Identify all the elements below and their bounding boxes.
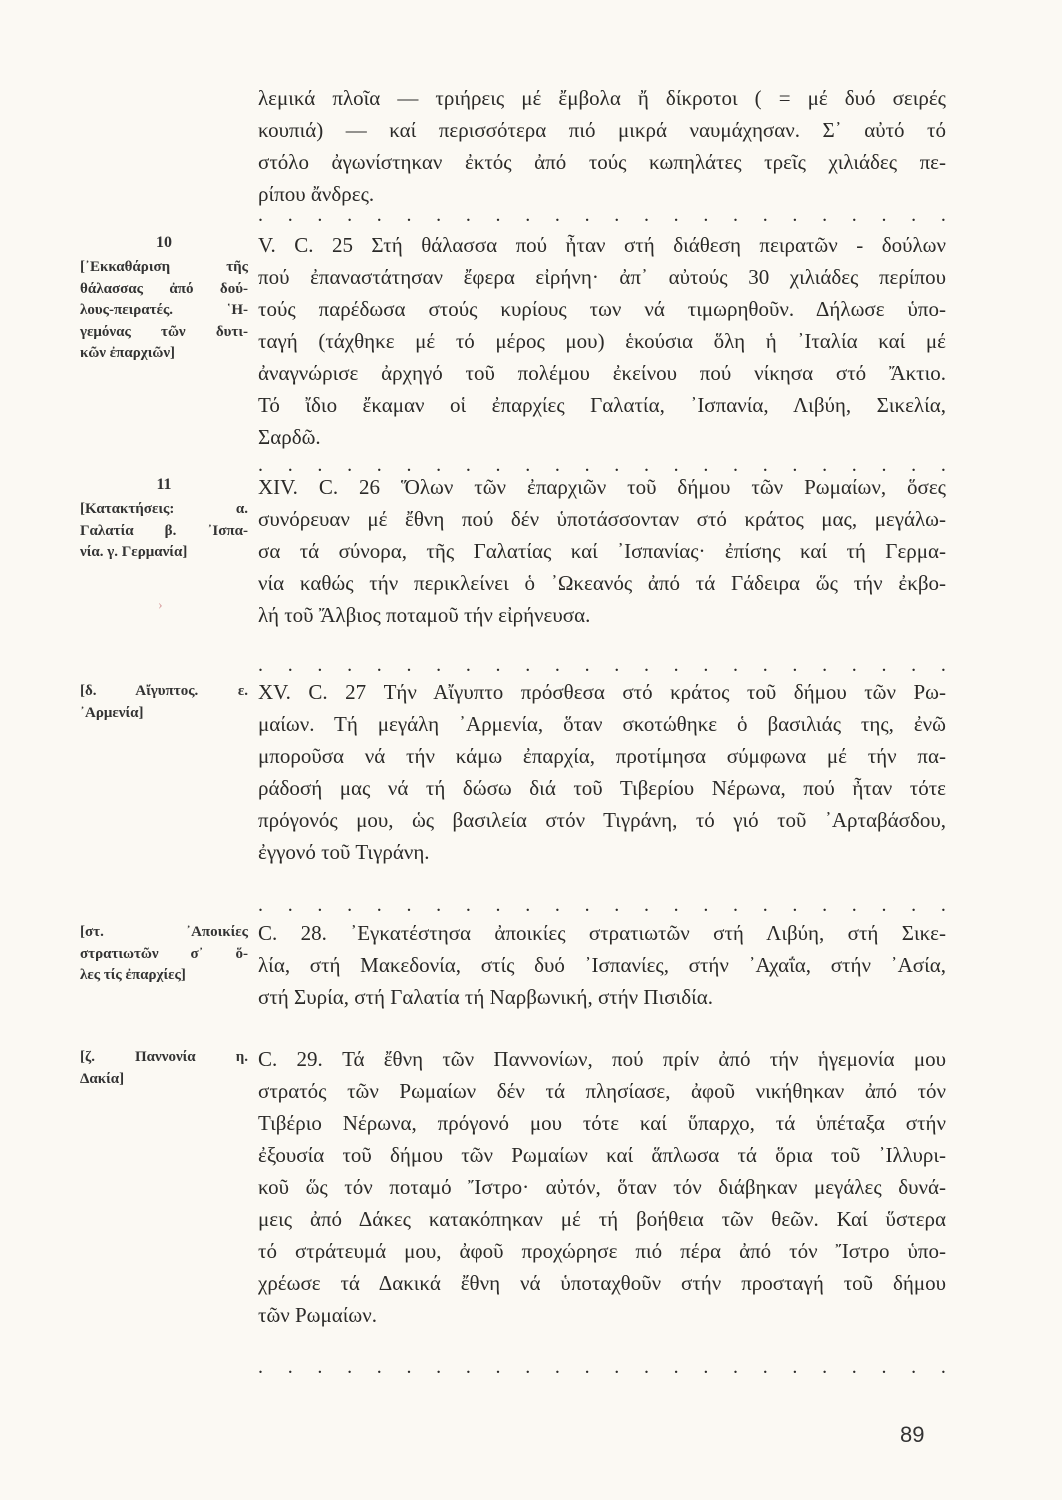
dot: . [822,1356,828,1378]
dot: . [911,454,917,476]
dot: . [406,454,412,476]
sidenote-line: Γαλατία β. ᾽Ισπα- [80,522,248,539]
sidenote-line: Δακία] [80,1070,125,1087]
dot: . [911,654,917,676]
dot: . [673,894,679,916]
dot: . [792,454,798,476]
dot: . [406,1356,412,1378]
text-line: ἐγγονό τοῦ Τιγράνη. [258,840,430,864]
dot: . [673,1356,679,1378]
dot: . [525,654,531,676]
text-line: ταγή (τάχθηκε μέ τό μέρος μου) ἑκούσια ὅλη ἡ ᾽Ιταλία καί μέ [258,329,946,353]
dot: . [347,454,353,476]
dot: . [376,654,382,676]
text-line: πού ἐπαναστάτησαν ἔφερα εἰρήνη· ἀπ᾽ αὐτούς 30 χιλιάδες περίπου [258,265,946,289]
dot: . [762,204,768,226]
text-line: νία καθώς τήν περικλείνει ὁ ᾽Ωκεανός ἀπό τά Γάδειρα ὥς τήν ἐκβο- [258,571,946,595]
dot: . [673,654,679,676]
page-number: 89 [900,1422,925,1447]
dot: . [643,204,649,226]
paragraph-continuation [258,82,946,210]
paragraph-chapter-29 [258,1043,946,1331]
dot: . [317,654,323,676]
dot: . [436,894,442,916]
dot: . [258,454,263,476]
chevron-mark-icon: › [158,598,163,613]
dot: . [822,454,828,476]
sidenote-line: [ζ. Παννονία η. [80,1049,248,1065]
ellipsis-divider [258,654,946,676]
text-line: μεις ἀπό Δάκες κατακόπηκαν μέ τή βοήθεια τῶν θεῶν. Καί ὕστερα [258,1207,946,1231]
dot: . [406,654,412,676]
ellipsis-divider [258,1356,946,1378]
sidenote-line: νία. γ. Γερμανία] [80,544,188,560]
sidenote-line: λες τίς ἐπαρχίες] [80,967,186,983]
sidenote-11 [80,474,248,564]
ellipsis-divider [258,204,946,226]
text-line: χρέωσε τά Δακικά ἔθνη νά ὑποταχθοῦν στήν προσταγή τοῦ δήμου [258,1271,946,1295]
dot: . [940,894,946,916]
dot: . [584,454,590,476]
sidenote-line: κῶν ἐπαρχιῶν] [80,345,176,361]
dot: . [703,1356,709,1378]
text-line: κουπιά) — καί περισσότερα πιό μικρά ναυμάχησαν. Σ᾽ αὐτό τό [258,118,946,142]
dot: . [762,1356,768,1378]
sidenote-egypt-armenia [80,681,248,724]
dot: . [822,894,828,916]
text-line: στόλο ἀγωνίστηκαν ἐκτός ἀπό τούς κωπηλάτες τρεῖς χιλιάδες πε- [258,150,946,174]
dot: . [792,204,798,226]
dot: . [614,654,620,676]
dot: . [525,894,531,916]
dot: . [673,454,679,476]
dot: . [584,204,590,226]
dot: . [614,204,620,226]
dot: . [584,894,590,916]
dot: . [762,894,768,916]
dot: . [792,894,798,916]
dot: . [851,654,857,676]
sidenote-line: [στ. ᾽Αποικίες [80,924,248,940]
dot: . [733,1356,738,1378]
dot: . [495,894,501,916]
text-line: Τιβέριο Νέρωνα, πρόγονό μου τότε καί ὕπαρχο, τά ὑπέταξα στήν [258,1111,946,1135]
dot: . [851,894,857,916]
dot: . [881,654,887,676]
sidenote-pannonia-dacia [80,1047,248,1090]
dot: . [614,1356,620,1378]
dot: . [911,894,917,916]
paragraph-chapter-28 [258,917,946,1013]
dot: . [436,1356,442,1378]
text-line: κοῦ ὥς τόν ποταμό Ἴστρο· αὐτόν, ὅταν τόν διάβηκαν μεγάλες δυνά- [258,1175,946,1199]
ellipsis-divider [258,894,946,916]
dot: . [554,654,560,676]
sidenote-line: γεμόνας τῶν δυτι- [80,323,248,340]
dot: . [495,204,501,226]
paragraph-chapter-25 [258,229,946,453]
dot: . [436,654,442,676]
dot: . [792,1356,798,1378]
text-line: στή Συρία, στή Γαλατία τή Ναρβωνική, στήν Πισιδία. [258,985,714,1009]
dot: . [911,1356,917,1378]
sidenote-colonies [80,922,248,987]
text-line: Τό ἴδιο ἔκαμαν οἱ ἐπαρχίες Γαλατία, ᾽Ισπανία, Λιβύη, Σικελία, [258,393,946,417]
dot: . [703,204,709,226]
text-line: μαίων. Τή μεγάλη ᾽Αρμενία, ὅταν σκοτώθηκε ὁ βασιλιάς της, ἐνῶ [258,712,946,736]
section-number: 11 [156,476,172,493]
dot: . [376,894,382,916]
dot: . [258,1356,263,1378]
text-line: μποροῦσα νά τήν κάμω ἐπαρχία, προτίμησα σύμφωνα μέ τήν πα- [258,744,946,768]
dot: . [376,454,382,476]
dot: . [940,204,946,226]
dot: . [287,454,293,476]
dot: . [436,454,442,476]
dot: . [614,454,620,476]
dot: . [287,654,293,676]
dot: . [554,894,560,916]
dot: . [495,454,501,476]
dot: . [851,204,857,226]
dot: . [703,894,709,916]
dot: . [703,454,709,476]
dot: . [733,454,738,476]
dot: . [940,454,946,476]
dot: . [733,654,738,676]
dot: . [258,654,263,676]
dot: . [643,894,649,916]
dot: . [643,454,649,476]
text-line: ράδοσή μας νά τή δώσω διά τοῦ Τιβερίου Νέρωνα, πού ἦταν τότε [258,776,946,800]
sidenote-10 [80,232,248,365]
sidenote-line: [δ. Αἴγυπτος. ε. [80,683,248,699]
text-line: τούς παρέδωσα στούς κυρίους των νά τιμωρηθοῦν. Δήλωσε ὑπο- [258,297,946,321]
text-line: τῶν Ρωμαίων. [258,1303,377,1327]
dot: . [822,654,828,676]
dot: . [495,654,501,676]
sidenote-line: θάλασσας ἀπό δού- [80,280,248,297]
dot: . [525,454,531,476]
dot: . [406,894,412,916]
text-line: C. 29. Τά ἔθνη τῶν Παννονίων, πού πρίν ἀπό τήν ἡγεμονία μου [258,1047,946,1071]
text-line: Σαρδῶ. [258,425,321,449]
text-line: ἀναγνώρισε ἀρχηγό τοῦ πολέμου ἐκείνου πού νίκησα στό Ἄκτιο. [258,361,946,385]
dot: . [347,654,353,676]
dot: . [465,894,471,916]
dot: . [911,204,917,226]
text-line: λή τοῦ Ἄλβιος ποταμοῦ τήν εἰρήνευσα. [258,603,591,627]
text-line: στρατός τῶν Ρωμαίων δέν τά πλησίασε, ἀφοῦ νικήθηκαν ἀπό τόν [258,1079,946,1103]
dot: . [347,894,353,916]
paragraph-chapter-27 [258,676,946,868]
dot: . [287,1356,293,1378]
dot: . [584,654,590,676]
dot: . [465,1356,471,1378]
dot: . [287,204,293,226]
dot: . [940,654,946,676]
dot: . [643,1356,649,1378]
dot: . [465,454,471,476]
dot: . [317,204,323,226]
dot: . [287,894,293,916]
text-line: ἐξουσία τοῦ δήμου τῶν Ρωμαίων καί ἅπλωσα τά ὅρια τοῦ ᾽Ιλλυρι- [258,1143,946,1167]
dot: . [851,1356,857,1378]
dot: . [554,204,560,226]
text-line: V. C. 25 Στή θάλασσα πού ἦταν στή διάθεση πειρατῶν - δούλων [258,233,946,257]
dot: . [317,894,323,916]
sidenote-line: [Κατακτήσεις: α. [80,501,248,517]
dot: . [258,204,263,226]
dot: . [525,1356,531,1378]
dot: . [376,204,382,226]
sidenote-line: στρατιωτῶν σ᾽ ὅ- [80,945,248,962]
dot: . [881,1356,887,1378]
dot: . [881,894,887,916]
sidenote-line: λους-πειρατές. ῾Η- [80,302,248,318]
text-line: XIV. C. 26 Ὅλων τῶν ἐπαρχιῶν τοῦ δήμου τῶν Ρωμαίων, ὅσες [258,475,946,499]
text-line: λία, στή Μακεδονία, στίς δυό ᾽Ισπανίες, στήν ᾽Αχαΐα, στήν ᾽Ασία, [258,953,946,977]
dot: . [733,894,738,916]
dot: . [406,204,412,226]
text-line: λεμικά πλοῖα — τριήρεις μέ ἔμβολα ἤ δίκροτοι ( = μέ δυό σειρές [258,86,946,110]
dot: . [703,654,709,676]
dot: . [495,1356,501,1378]
dot: . [792,654,798,676]
text-line: C. 28. ᾽Εγκατέστησα ἀποικίες στρατιωτῶν στή Λιβύη, στή Σικε- [258,921,946,945]
sidenote-line: ᾽Αρμενία] [80,704,144,721]
dot: . [643,654,649,676]
dot: . [258,894,263,916]
dot: . [317,1356,323,1378]
dot: . [317,454,323,476]
dot: . [881,204,887,226]
sidenote-line: [᾽Εκκαθάριση τῆς [80,259,248,275]
dot: . [614,894,620,916]
text-line: τό στράτευμά μου, ἀφοῦ προχώρησε πιό πέρα ἀπό τόν Ἴστρο ὑπο- [258,1239,946,1263]
dot: . [762,454,768,476]
dot: . [436,204,442,226]
dot: . [554,454,560,476]
dot: . [940,1356,946,1378]
dot: . [673,204,679,226]
text-line: σα τά σύνορα, τῆς Γαλατίας καί ᾽Ισπανίας· ἐπίσης καί τή Γερμα- [258,539,946,563]
dot: . [762,654,768,676]
dot: . [347,204,353,226]
dot: . [733,204,738,226]
text-line: XV. C. 27 Τήν Αἴγυπτο πρόσθεσα στό κράτος τοῦ δήμου τῶν Ρω- [258,680,946,704]
dot: . [525,204,531,226]
dot: . [554,1356,560,1378]
dot: . [465,204,471,226]
paragraph-chapter-26 [258,471,946,631]
dot: . [347,1356,353,1378]
section-number: 10 [156,234,172,251]
dot: . [584,1356,590,1378]
dot: . [851,454,857,476]
text-line: ρίπου ἄνδρες. [258,182,375,206]
dot: . [376,1356,382,1378]
text-line: πρόγονός μου, ὡς βασιλεία στόν Τιγράνη, τό γιό τοῦ ᾽Αρταβάσδου, [258,808,946,832]
dot: . [822,204,828,226]
text-line: συνόρευαν μέ ἔθνη πού δέν ὑποτάσσονταν στό κράτος μας, μεγάλω- [258,507,946,531]
dot: . [881,454,887,476]
dot: . [465,654,471,676]
